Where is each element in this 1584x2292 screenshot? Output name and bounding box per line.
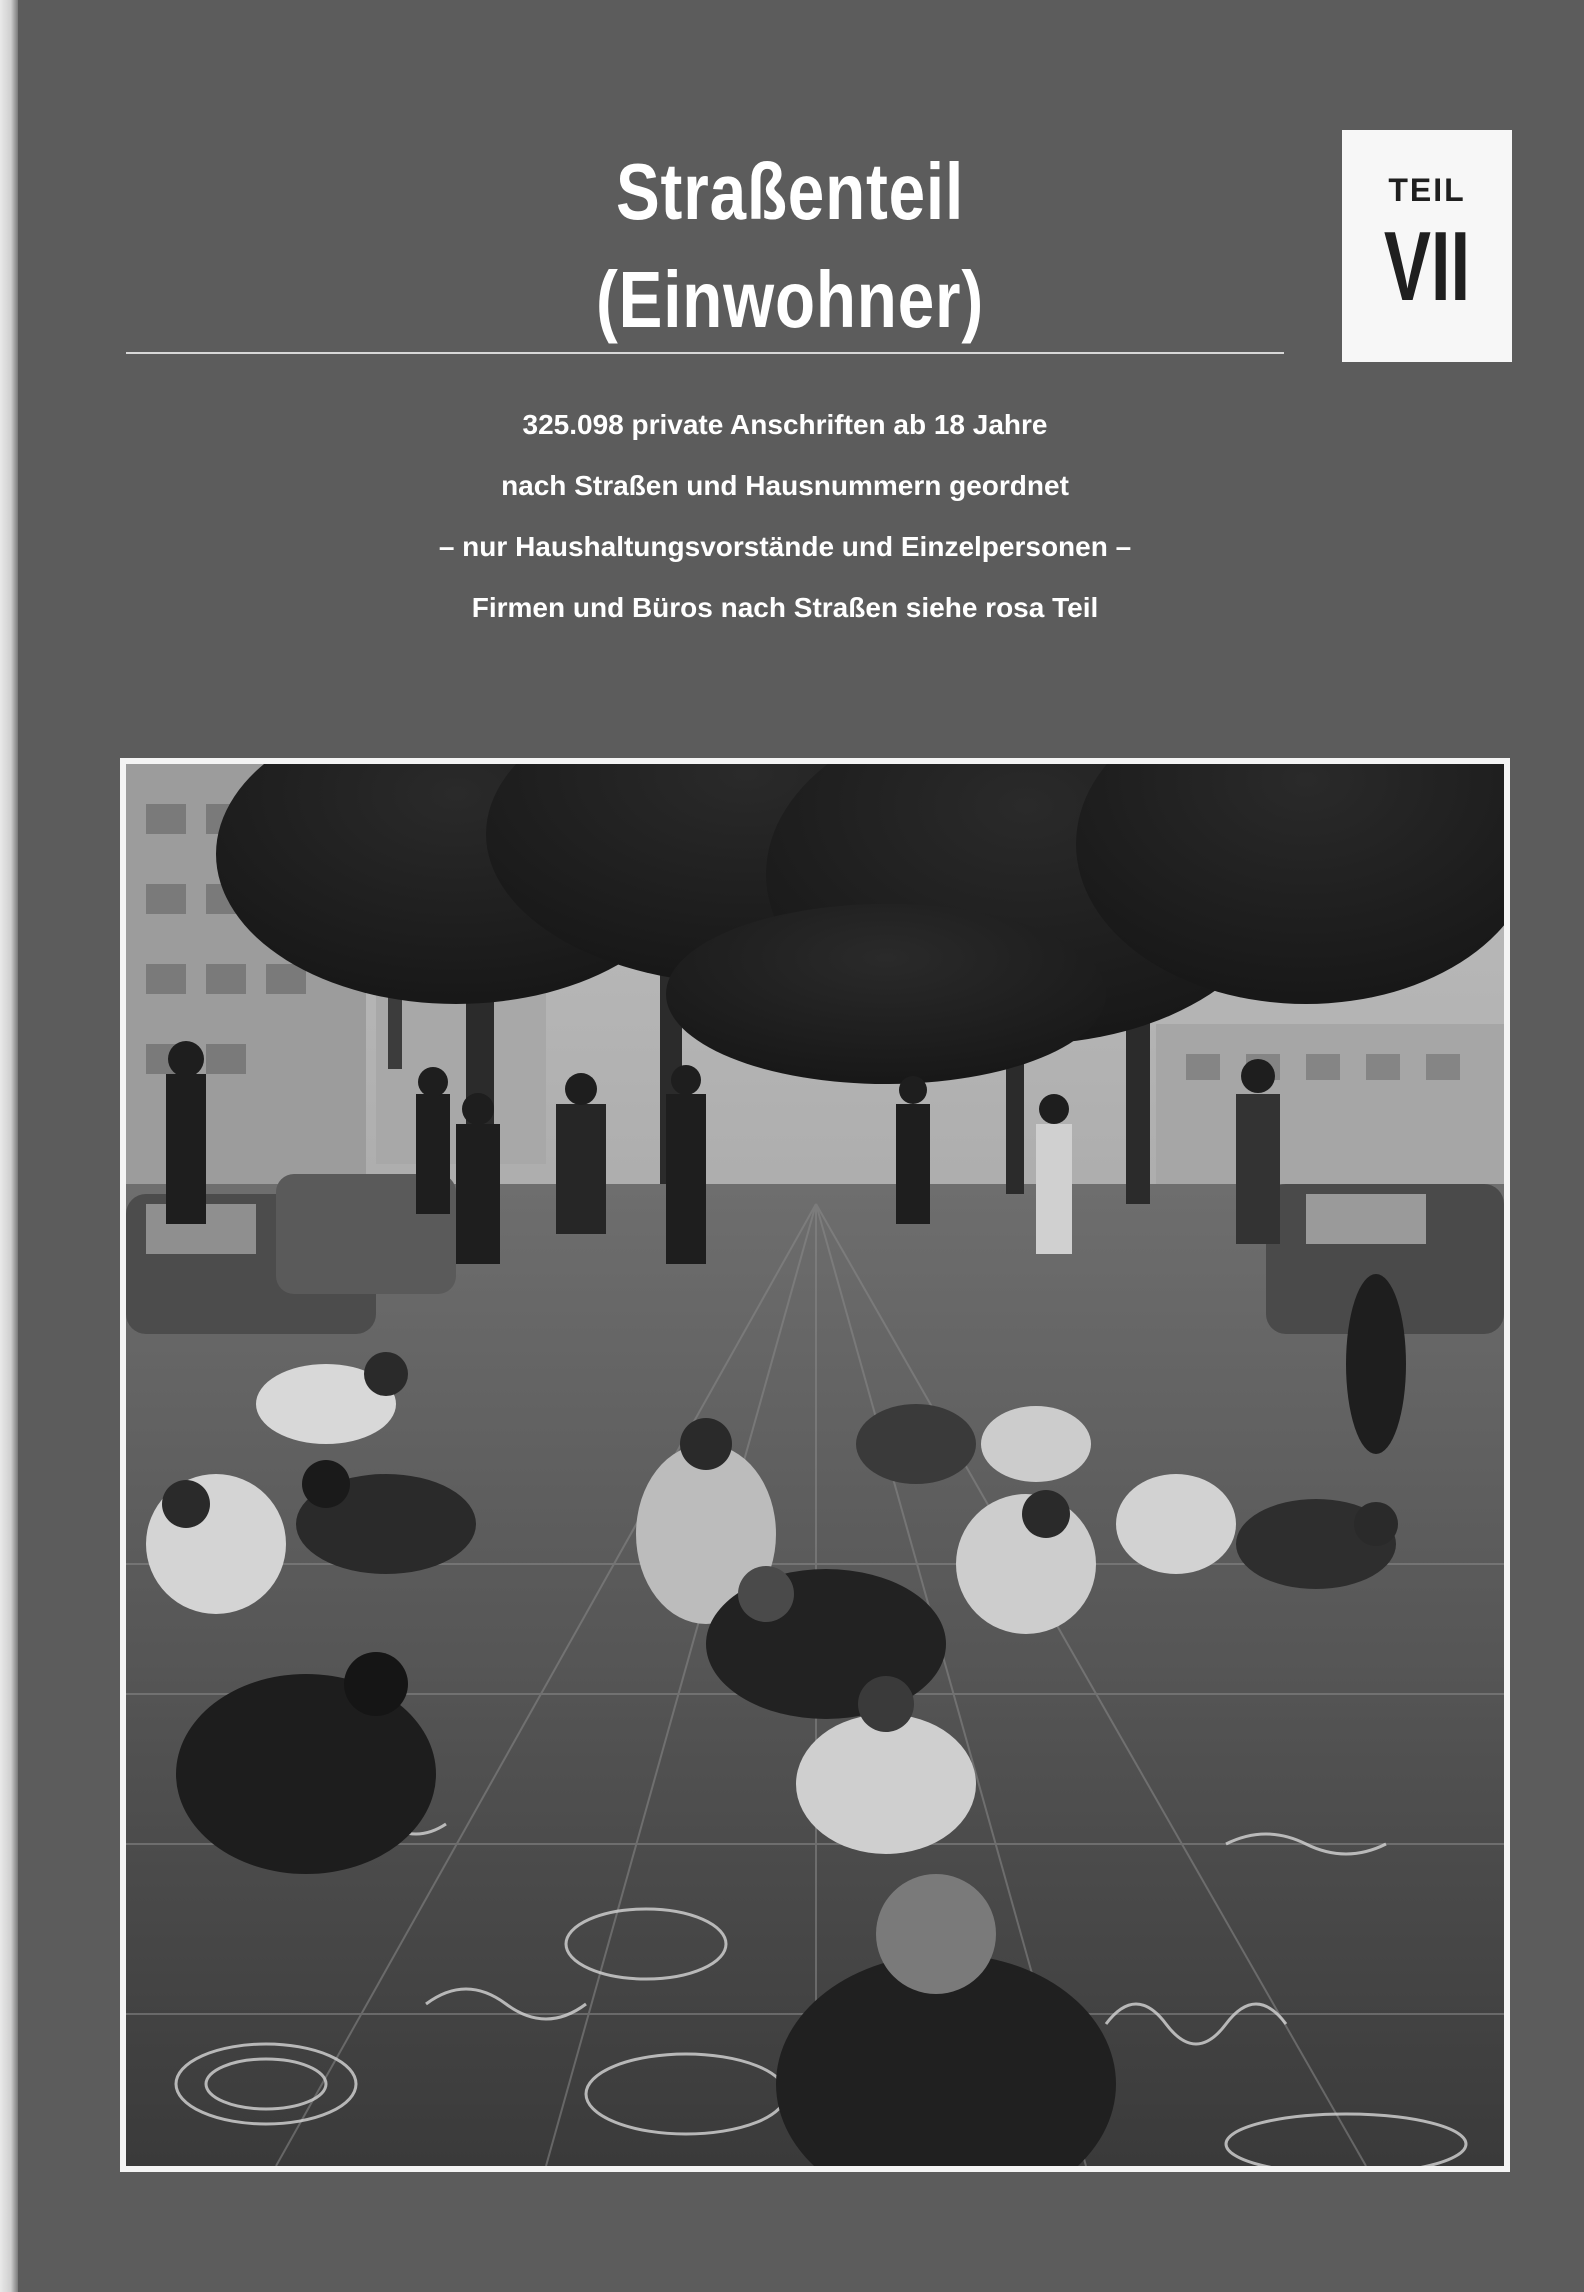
binding-edge bbox=[0, 0, 18, 2292]
section-badge bbox=[1342, 130, 1512, 362]
subtitle-line-4: Firmen und Büros nach Straßen siehe rosa Teil bbox=[471, 592, 1099, 623]
cover-photo-frame bbox=[120, 758, 1510, 2172]
subtitle-line-2: nach Straßen und Hausnummern geordnet bbox=[501, 470, 1069, 501]
subtitle-line-1: 325.098 private Anschriften ab 18 Jahre bbox=[522, 409, 1048, 440]
subtitle-line-3: – nur Haushaltungsvorstände und Einzelpersonen – bbox=[438, 531, 1132, 562]
section-badge-number: VII bbox=[1383, 211, 1471, 321]
subtitle-block bbox=[300, 394, 1270, 638]
page-title bbox=[536, 138, 1044, 354]
section-badge-label: TEIL bbox=[1388, 172, 1466, 208]
title-line-2: (Einwohner) bbox=[595, 255, 985, 344]
title-line-1: Straßenteil bbox=[615, 147, 965, 236]
cover-photo bbox=[126, 764, 1504, 2166]
title-divider bbox=[126, 352, 1284, 354]
